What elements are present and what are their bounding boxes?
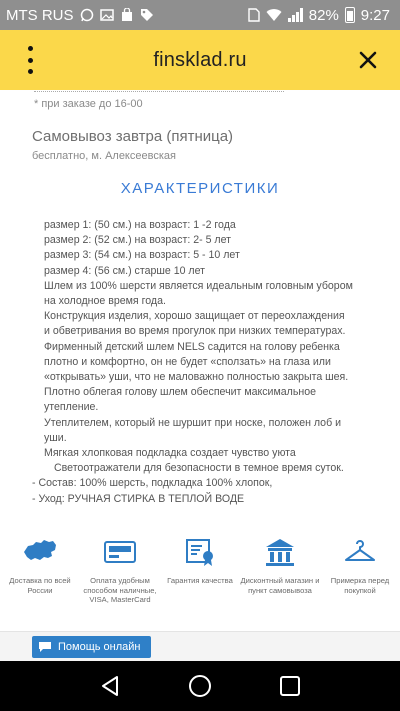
description-line: Конструкция изделия, хорошо защищает от переохлаждения bbox=[44, 310, 345, 323]
feature-guarantee bbox=[160, 536, 240, 586]
feature-label: Примерка перед покупкой bbox=[330, 576, 390, 595]
site-header bbox=[0, 30, 400, 90]
tag-icon bbox=[140, 8, 154, 22]
whatsapp-icon bbox=[80, 8, 94, 22]
hanger-icon bbox=[342, 536, 378, 568]
system-nav-bar bbox=[0, 661, 400, 711]
more-vertical-icon[interactable] bbox=[22, 46, 38, 74]
description-line: утепление. bbox=[44, 401, 99, 414]
feature-label: Доставка по всей России bbox=[9, 576, 71, 595]
battery-icon bbox=[345, 7, 355, 23]
close-icon[interactable] bbox=[354, 46, 382, 74]
store-icon bbox=[262, 536, 298, 568]
cut-off-text bbox=[34, 90, 284, 98]
help-online-label: Помощь онлайн bbox=[58, 641, 141, 653]
carrier-name: MTS RUS bbox=[6, 6, 74, 24]
certificate-icon bbox=[182, 536, 218, 568]
composition-line: - Состав: 100% шерсть, подкладка 100% хлопок, bbox=[32, 477, 273, 490]
description-line: Утеплителем, который не шуршит при носке, положен лоб и bbox=[44, 416, 341, 429]
feature-payment bbox=[80, 536, 160, 605]
description-line: Шлем из 100% шерсти является идеальным головным убором bbox=[44, 279, 353, 292]
features-row bbox=[0, 536, 400, 626]
home-icon[interactable] bbox=[187, 673, 213, 699]
feature-label: Дисконтный магазин и пункт самовывоза bbox=[240, 576, 320, 595]
status-bar bbox=[0, 0, 400, 30]
pickup-subtitle: бесплатно, м. Алексеевская bbox=[32, 150, 176, 162]
size-line: размер 1: (50 см.) на возраст: 1 -2 года bbox=[44, 219, 236, 231]
chat-icon bbox=[38, 641, 52, 653]
characteristics-text bbox=[32, 218, 377, 507]
feature-label: Гарантия качества bbox=[167, 576, 233, 585]
status-bar-right bbox=[248, 7, 400, 24]
description-line: уши. bbox=[44, 431, 67, 444]
feature-label: Оплата удобным способом наличные, VISA, MasterCard bbox=[83, 576, 157, 604]
wifi-icon bbox=[266, 8, 282, 22]
description-line: «открывать» уши, что не маловажно полностью закрыта шея. bbox=[44, 371, 349, 384]
description-line: и обветривания во время прогулок при низких температурах. bbox=[44, 325, 346, 338]
back-icon[interactable] bbox=[97, 673, 123, 699]
order-note: * при заказе до 16-00 bbox=[34, 98, 143, 110]
recents-icon[interactable] bbox=[277, 673, 303, 699]
russia-map-icon bbox=[22, 536, 58, 568]
description-line: Плотно облегая голову шлем обеспечит максимальное bbox=[44, 386, 316, 399]
description-line: плотно и комфортно, он не будет «сползать» на глаза или bbox=[44, 355, 331, 368]
help-bar bbox=[0, 631, 400, 662]
feature-fitting bbox=[320, 536, 400, 595]
payment-card-icon bbox=[102, 536, 138, 568]
size-line: размер 2: (52 см.) на возраст: 2- 5 лет bbox=[44, 234, 231, 247]
feature-store bbox=[240, 536, 320, 595]
pickup-title: Самовывоз завтра (пятница) bbox=[32, 128, 234, 145]
care-line: - Уход: РУЧНАЯ СТИРКА В ТЕПЛОЙ ВОДЕ bbox=[32, 492, 245, 505]
description-line: Фирменный детский шлем NELS садится на голову ребенка bbox=[44, 340, 340, 353]
description-line: на холодное время года. bbox=[44, 295, 166, 308]
characteristics-title: ХАРАКТЕРИСТИКИ bbox=[120, 180, 280, 197]
site-title: finsklad.ru bbox=[153, 48, 247, 71]
description-line: Светоотражатели для безопасности в темное время суток. bbox=[54, 462, 344, 475]
page-content bbox=[0, 90, 400, 631]
sim-icon bbox=[248, 8, 260, 22]
help-online-button[interactable] bbox=[32, 636, 151, 658]
clock: 9:27 bbox=[360, 6, 390, 24]
size-line: размер 4: (56 см.) старше 10 лет bbox=[44, 264, 206, 277]
description-line: Мягкая хлопковая подкладка создает чувство уюта bbox=[44, 447, 296, 460]
shopping-bag-icon bbox=[120, 8, 134, 22]
status-bar-left bbox=[0, 7, 154, 24]
battery-percent: 82% bbox=[308, 6, 339, 24]
image-icon bbox=[100, 8, 114, 22]
signal-icon bbox=[288, 8, 303, 22]
feature-delivery bbox=[0, 536, 80, 595]
size-line: размер 3: (54 см.) на возраст: 5 - 10 лет bbox=[44, 249, 240, 262]
